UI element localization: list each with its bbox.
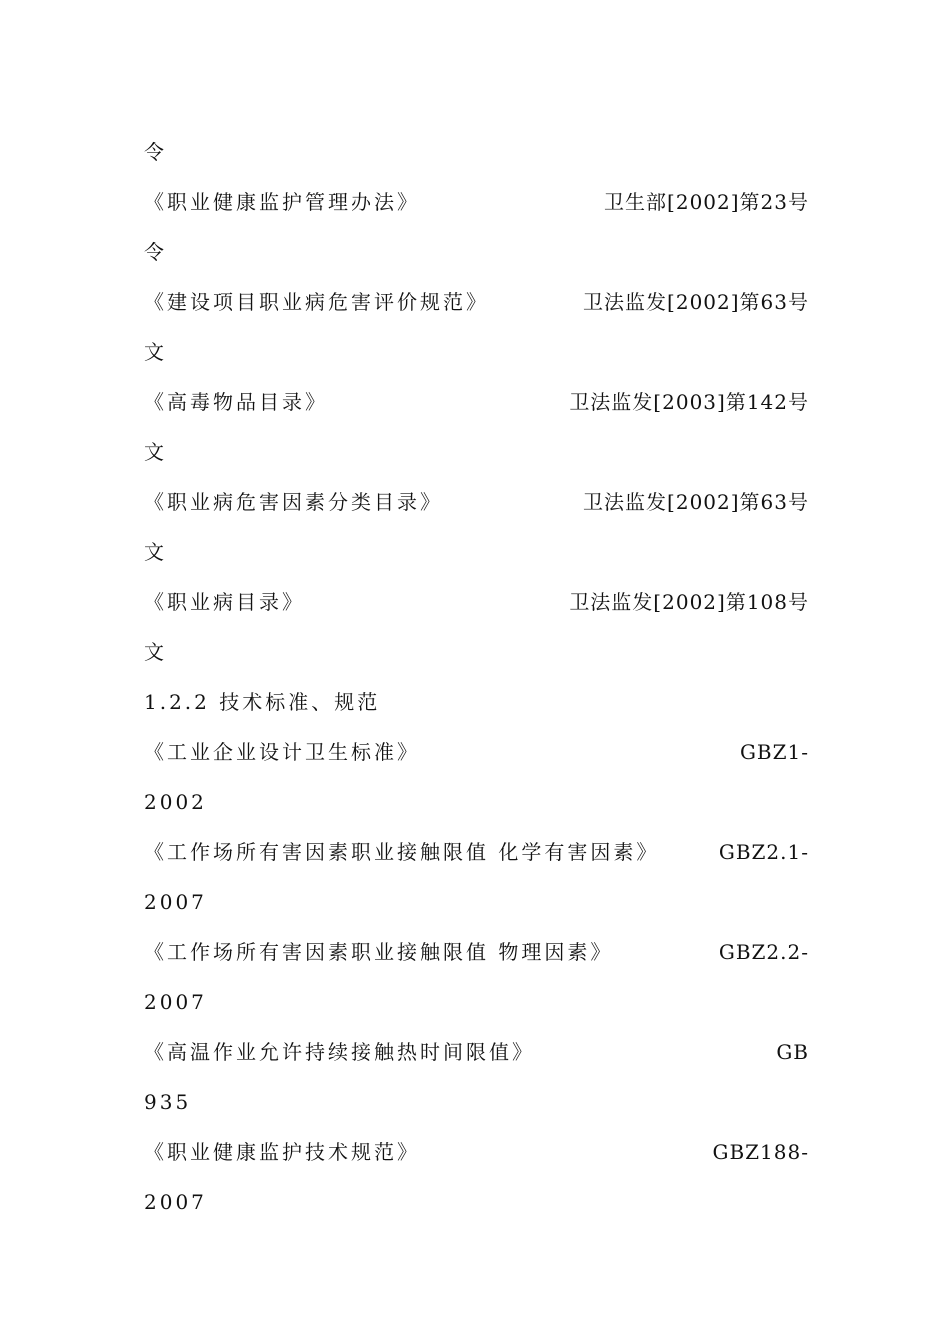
line-text: 《职业病目录》	[144, 590, 305, 614]
text-line	[144, 527, 806, 577]
line-reference: 卫法监发[2002]第108号	[569, 590, 809, 614]
line-text: 2007	[144, 990, 207, 1014]
section-heading	[144, 677, 806, 727]
line-reference: GBZ2.1-	[718, 840, 809, 864]
text-line	[144, 277, 809, 327]
text-line	[144, 477, 809, 527]
text-line	[144, 977, 806, 1027]
line-reference: GBZ1-	[739, 740, 809, 764]
line-text: 文	[144, 440, 167, 464]
text-line	[144, 1077, 806, 1127]
text-line	[144, 877, 806, 927]
line-text: 令	[144, 240, 167, 264]
text-line	[144, 577, 809, 627]
line-text: 《工作场所有害因素职业接触限值 物理因素》	[144, 940, 614, 964]
line-text: 《职业健康监护技术规范》	[144, 1140, 420, 1164]
line-text: 2002	[144, 790, 207, 814]
line-reference: GBZ2.2-	[718, 940, 809, 964]
line-reference: GBZ188-	[712, 1140, 809, 1164]
text-line	[144, 627, 806, 677]
line-text: 935	[144, 1090, 192, 1114]
text-line	[144, 427, 806, 477]
text-line	[144, 827, 809, 877]
line-text: 文	[144, 340, 167, 364]
line-text: 文	[144, 540, 167, 564]
line-text: 1.2.2 技术标准、规范	[144, 690, 381, 714]
text-line	[144, 127, 806, 177]
text-line	[144, 1127, 809, 1177]
text-line	[144, 377, 809, 427]
line-text: 《职业病危害因素分类目录》	[144, 490, 443, 514]
line-reference: 卫法监发[2003]第142号	[569, 390, 809, 414]
line-reference: 卫法监发[2002]第63号	[583, 490, 809, 514]
line-text: 《建设项目职业病危害评价规范》	[144, 290, 489, 314]
text-line	[144, 927, 809, 977]
line-text: 2007	[144, 890, 207, 914]
text-line	[144, 327, 806, 377]
line-reference: GB	[776, 1040, 809, 1064]
text-line	[144, 777, 806, 827]
line-reference: 卫生部[2002]第23号	[604, 190, 809, 214]
line-text: 《工业企业设计卫生标准》	[144, 740, 420, 764]
text-line	[144, 227, 806, 277]
line-text: 2007	[144, 1190, 207, 1214]
line-reference: 卫法监发[2002]第63号	[583, 290, 809, 314]
text-line	[144, 177, 809, 227]
text-line	[144, 727, 809, 777]
regulation-list	[144, 127, 809, 1227]
line-text: 《职业健康监护管理办法》	[144, 190, 420, 214]
line-text: 《高温作业允许持续接触热时间限值》	[144, 1040, 535, 1064]
text-line	[144, 1177, 806, 1227]
text-line	[144, 1027, 809, 1077]
line-text: 《工作场所有害因素职业接触限值 化学有害因素》	[144, 840, 660, 864]
line-text: 《高毒物品目录》	[144, 390, 328, 414]
line-text: 令	[144, 140, 167, 164]
line-text: 文	[144, 640, 167, 664]
